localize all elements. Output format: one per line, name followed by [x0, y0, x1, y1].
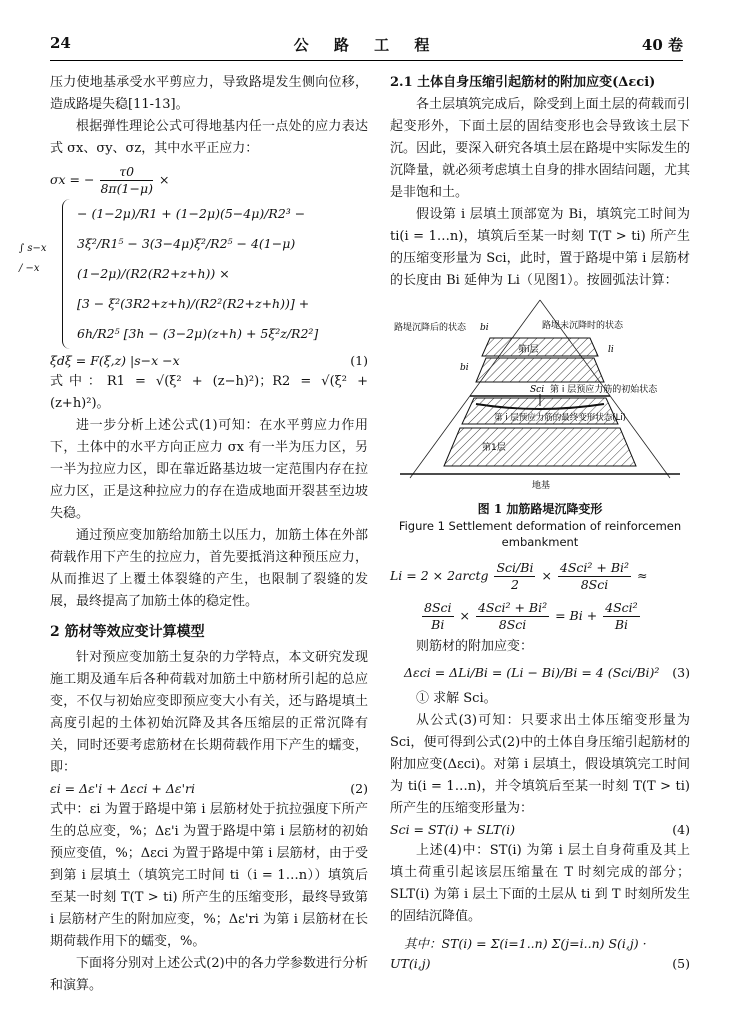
paragraph: 则筋材的附加应变： — [416, 639, 534, 654]
label-unsettled: 路堤未沉降时的状态 — [542, 321, 624, 331]
paragraph: 各土层填筑完成后，除受到上面土层的荷载而引起变形外，下面土层的固结变形也会导致该土层下沉。因此，要深入研究各填土层在路堤中实际发生的沉降量，就必须考虑填土自身的排水固结问题，尤其是非饱和土。 — [390, 97, 690, 200]
paragraph: 式中：R1 = √(ξ² + (z−h)²)；R2 = √(ξ² + (z+h)²)。 — [50, 374, 368, 411]
eq4-number: (4) — [672, 822, 690, 837]
equation-L-line2 — [390, 596, 690, 636]
paragraph: 根据弹性理论公式可得地基内任一点处的应力表达式 σx、σy、σz，其中水平正应力： — [50, 119, 368, 156]
label-settled: 路堤沉降后的状态 — [394, 323, 467, 333]
equation-1 — [50, 164, 368, 197]
equation-4 — [390, 820, 690, 840]
eq-fraction — [558, 560, 631, 593]
label-final-state: 第 i 层预应力筋的最终变形状态(Li) — [494, 413, 626, 423]
eq-denominator: Bi — [431, 617, 445, 632]
eq3-number: (3) — [672, 665, 690, 680]
label-sci: Sci — [530, 385, 545, 395]
eq-fraction — [422, 600, 454, 633]
label-layer-1: 第1层 — [482, 443, 506, 453]
eq1-denominator: 8π(1−μ) — [100, 181, 153, 196]
eq-numerator: 8Sci — [424, 600, 452, 615]
journal-name: 公 路 工 程 — [293, 36, 440, 54]
eq-denominator: 2 — [510, 577, 519, 592]
equation-5 — [390, 934, 690, 974]
eq-fraction — [476, 600, 549, 633]
eq4-text: Sci = ST(i) + SLT(i) — [390, 822, 515, 837]
paragraph: 上述(4)中：ST(i) 为第 i 层土自身荷重及其上填土荷重引起该层压缩量在 T 时刻完成的部分；SLT(i) 为第 i 层土下面的土层从 ti 到 T 时刻所发生的固结沉降值。 — [390, 843, 690, 924]
list-item: ① 求解 Sci。 — [416, 691, 497, 706]
eq1-numerator: τ0 — [100, 164, 152, 181]
eq-text: = Bi + — [555, 608, 598, 623]
layer-1 — [444, 428, 636, 466]
eq-denominator: 8Sci — [580, 577, 609, 592]
eq-denominator: 8Sci — [498, 617, 527, 632]
layer-i-settled — [476, 358, 604, 382]
layer-i-unsettled — [482, 338, 598, 356]
eq-fraction — [494, 560, 535, 593]
label-layer-i: 第i层 — [518, 345, 539, 355]
eq-denominator: Bi — [614, 617, 629, 632]
paragraph: 针对预应变加筋土复杂的力学特点，本文研究发现施工期及通车后各种荷载对加筋土中筋材所引起的总应变，不仅与初始应变即预应变大小有关，还与路堤填土高度引起的土体初始沉降及其各压缩层的正常沉降有关，同时还要考虑筋材在长期荷载作用下产生的蠕变，即： — [50, 650, 368, 775]
left-column — [19, 72, 368, 997]
eq-numerator: 4Sci² + Bi² — [477, 600, 548, 615]
eq1-lhs: σx = − — [50, 172, 95, 187]
paragraph: 假设第 i 层填土顶部宽为 Bi，填筑完工时间为 ti(i = 1…n)，填筑后至某一时刻 T(T > ti) 所产生的压缩变形量为 Sci，此时，置于路堤中第 i 层筋材的长度由 Bi 延伸为 Li（见图1）。按圆弧法计算： — [390, 207, 690, 288]
eq-fraction — [603, 600, 640, 633]
label-initial-state: 第 i 层预应力筋的初始状态 — [550, 385, 658, 395]
eq5-number: (5) — [672, 956, 690, 971]
page-header — [50, 34, 683, 56]
equation-L-line1 — [390, 556, 690, 596]
label-bi-left: bi — [460, 363, 469, 373]
eq-numerator: Sci/Bi — [496, 560, 534, 575]
equation-3 — [390, 658, 690, 688]
paragraph: 进一步分析上述公式(1)可知：在水平剪应力作用下，土体中的水平方向正应力 σx 有一半为压力区，另一半为拉应力区，即在靠近路基边坡一定范围内存在拉应力区，正是这种拉应力的存在造成地面开裂甚至边坡失稳。 — [50, 418, 368, 521]
eq1-fraction — [100, 164, 152, 197]
eq1-tail — [50, 351, 368, 371]
eq1-tail-text: ξdξ = F(ξ,z) |s−x −x — [50, 353, 180, 368]
header-rule — [50, 60, 683, 61]
label-base: 地基 — [532, 481, 551, 491]
volume-label: 40 卷 — [641, 36, 683, 54]
label-li: li — [608, 345, 614, 355]
label-bi-top: bi — [480, 323, 489, 333]
embankment-diagram — [390, 298, 690, 498]
eq-approx: ≈ — [637, 568, 648, 583]
right-column — [390, 72, 690, 974]
eq1-row: 3ξ²/R1⁵ − 3(3−4μ)ξ²/R2⁵ − 4(1−μ)(1−2μ)/(R2(R2+z+h)) × — [77, 236, 296, 281]
eq-times: × — [541, 568, 552, 583]
eq-text: Li = 2 × 2arctg — [390, 568, 489, 583]
eq1-times: × — [158, 172, 170, 187]
equation-2 — [50, 779, 368, 799]
figure-caption-cn: 图 1 加筋路堤沉降变形 — [477, 502, 603, 516]
paragraph: 下面将分别对上述公式(2)中的各力学参数进行分析和演算。 — [50, 956, 368, 993]
section-heading: 2 筋材等效应变计算模型 — [50, 624, 205, 640]
figure-caption-en: Figure 1 Settlement deformation of reinforcemen embankment — [398, 519, 682, 549]
paragraph: 通过预应变加筋给加筋土以压力，加筋土体在外部荷载作用下产生的拉应力，首先要抵消这种预压应力，从而推迟了上覆土体裂缝的产生，也限制了裂缝的发展，最终提高了加筋土体的稳定性。 — [50, 528, 368, 609]
eq2-number: (2) — [350, 781, 368, 796]
eq2-text: εi = Δε'i + Δεci + Δε'ri — [50, 781, 196, 796]
figure-1 — [390, 298, 690, 498]
eq1-row: [3 − ξ²(3R2+z+h)/(R2²(R2+z+h))] + — [77, 296, 310, 311]
eq1-row: 6h/R2⁵ [3h − (3−2μ)(z+h) + 5ξ²z/R2²] — [77, 326, 319, 341]
paragraph: 压力使地基承受水平剪应力，导致路堤发生侧向位移，造成路堤失稳[11-13]。 — [50, 75, 368, 112]
eq1-number: (1) — [350, 353, 368, 368]
integral-sign: ∫ s−x / −x — [19, 243, 47, 274]
eq-times: × — [459, 608, 470, 623]
eq1-row: − (1−2μ)/R1 + (1−2μ)(5−4μ)/R2³ − — [77, 206, 306, 221]
paragraph: 式中：εi 为置于路堤中第 i 层筋材处于抗拉强度下所产生的总应变，%；Δε'i 为置于路堤中第 i 层筋材的初始预应变值，%；Δεci 为置于路堤中第 i 层筋材，由于受到第 i 层填土（填筑完工时间 ti（i = 1…n））填筑后至某一时刻 T(T > ti) 所产生的压缩变形，最终导致第 i 层筋材产生的附加应变，%；Δε'ri 为第 i 层筋材在长期荷载作用下的蠕变，%。 — [50, 802, 368, 949]
page-number: 24 — [50, 34, 71, 52]
eq-numerator: 4Sci² + Bi² — [559, 560, 630, 575]
eq3-text: Δεci = ΔLi/Bi = (Li − Bi)/Bi = 4 (Sci/Bi)² — [404, 665, 660, 680]
eq5-text: 其中：ST(i) = Σ(i=1..n) Σ(j=i..n) S(i,j) · UT(i,j) — [390, 936, 647, 971]
eq-numerator: 4Sci² — [605, 600, 638, 615]
paragraph: 从公式(3)可知：只要求出土体压缩变形量为 Sci，便可得到公式(2)中的土体自身压缩引起筋材的附加应变(Δεci)。对第 i 层填土，假设填筑完工时间为 ti(i = 1…n)，并令填筑后至某一时刻 T(T > ti) 所产生的压缩变形量为： — [390, 713, 690, 816]
subsection-heading: 2.1 土体自身压缩引起筋材的附加应变(Δεci) — [390, 75, 656, 90]
eq1-brace-block — [19, 199, 368, 349]
